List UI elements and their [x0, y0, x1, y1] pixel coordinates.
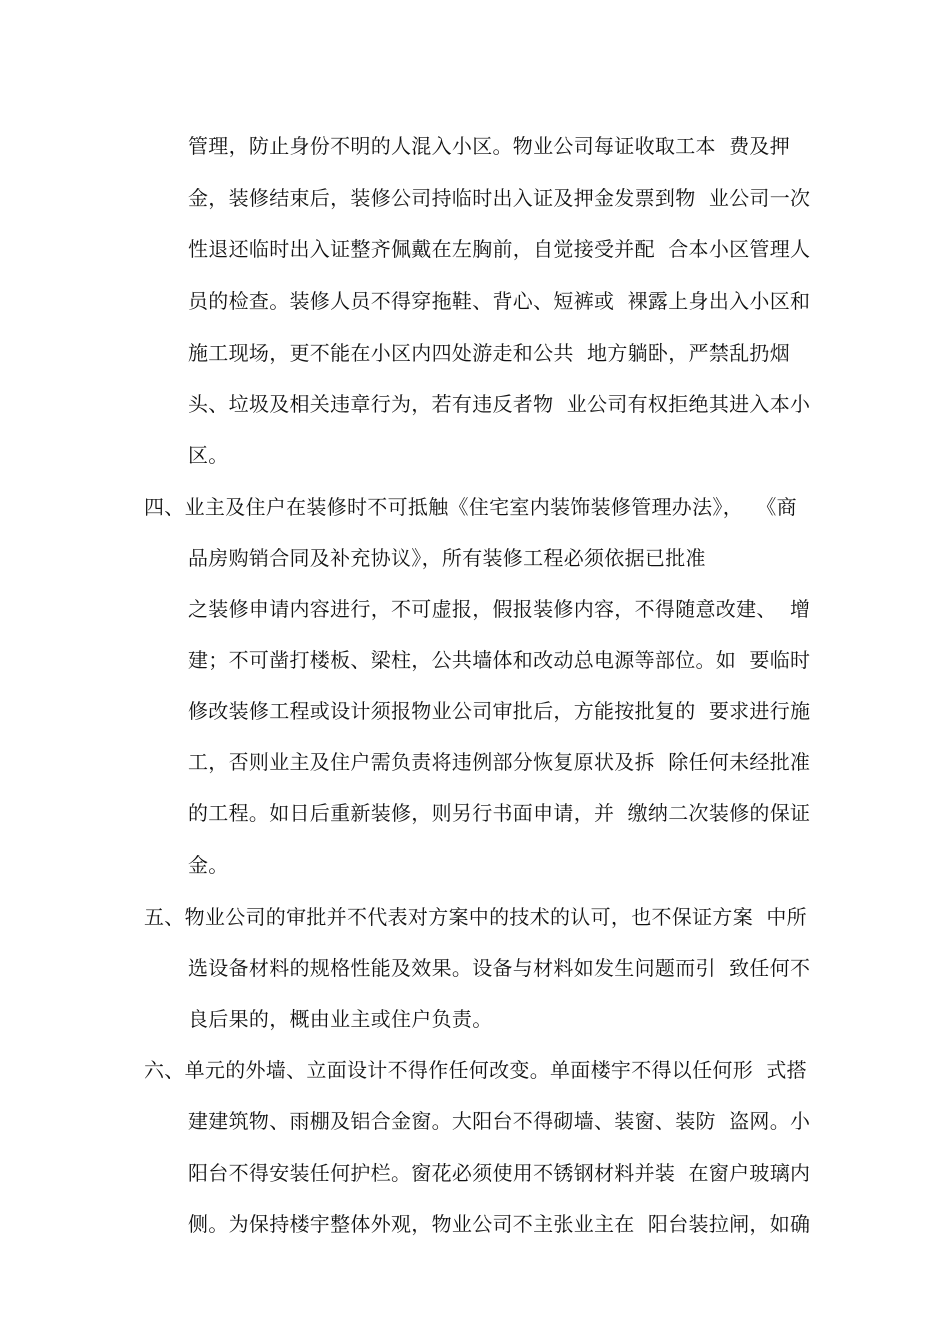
text-line: 建；不可凿打楼板、梁柱，公共墙体和改动总电源等部位。如 要临时	[188, 648, 811, 672]
clause-heading-6: 六、单元的外墙、立面设计不得作任何改变。单面楼宇不得以任何形 式搭	[144, 1058, 807, 1082]
text-line: 侧。为保持楼宇整体外观，物业公司不主张业主在 阳台装拉闸，如确	[188, 1212, 811, 1236]
text-line: 头、垃圾及相关违章行为，若有违反者物 业公司有权拒绝其进入本小	[188, 392, 811, 416]
text-line: 工，否则业主及住户需负责将违例部分恢复原状及拆 除任何未经批准	[188, 750, 811, 774]
text-line: 员的检查。装修人员不得穿拖鞋、背心、短裤或 裸露上身出入小区和	[188, 289, 811, 313]
text-line: 性退还临时出入证整齐佩戴在左胸前，自觉接受并配 合本小区管理人	[188, 237, 811, 261]
text-line: 修改装修工程或设计须报物业公司审批后，方能按批复的 要求进行施	[188, 699, 811, 723]
text-line: 的工程。如日后重新装修，则另行书面申请，并 缴纳二次装修的保证	[188, 801, 811, 825]
text-line: 金，装修结束后，装修公司持临时出入证及押金发票到物 业公司一次	[188, 186, 811, 210]
text-line: 建建筑物、雨棚及铝合金窗。大阳台不得砌墙、装窗、装防 盗网。小	[188, 1109, 811, 1133]
clause-heading-5: 五、物业公司的审批并不代表对方案中的技术的认可，也不保证方案 中所	[144, 905, 807, 929]
text-line: 选设备材料的规格性能及效果。设备与材料如发生问题而引 致任何不	[188, 956, 811, 980]
text-line: 阳台不得安装任何护栏。窗花必须使用不锈钢材料并装 在窗户玻璃内	[188, 1161, 811, 1185]
text-line: 良后果的，概由业主或住户负责。	[188, 1007, 493, 1031]
text-line: 之装修申请内容进行，不可虚报，假报装修内容，不得随意改建、 增	[188, 597, 811, 621]
clause-heading-4: 四、业主及住户在装修时不可抵触《住宅室内装饰装修管理办法》， 《商	[144, 495, 797, 519]
text-line: 管理，防止身份不明的人混入小区。物业公司每证收取工本 费及押	[188, 134, 791, 158]
text-line: 品房购销合同及补充协议》，所有装修工程必须依据已批准	[188, 546, 706, 570]
text-line: 区。	[188, 443, 229, 467]
text-line: 金。	[188, 853, 229, 877]
text-line: 施工现场，更不能在小区内四处游走和公共 地方躺卧，严禁乱扔烟	[188, 341, 791, 365]
